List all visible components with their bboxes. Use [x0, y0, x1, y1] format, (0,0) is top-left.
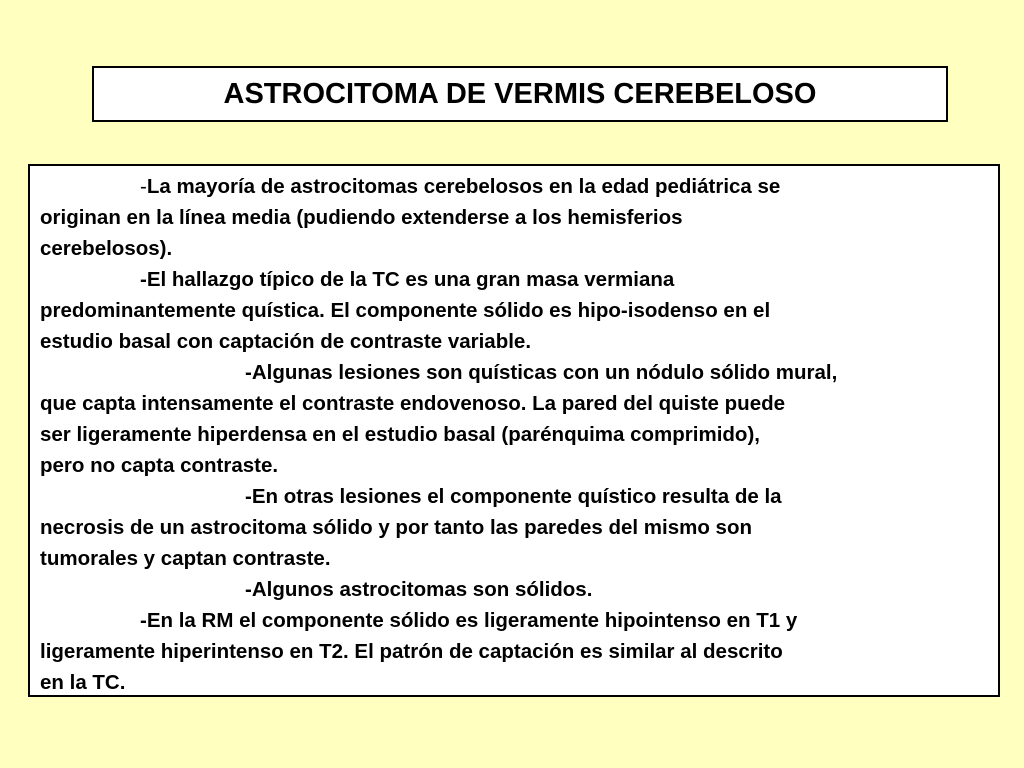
paragraph-line-8: que capta intensamente el contraste endovenoso. La pared del quiste puede — [40, 392, 786, 415]
paragraph-line-2: originan en la línea media (pudiendo extenderse a los hemisferios — [40, 206, 683, 229]
slide-title-box — [92, 66, 948, 122]
paragraph-line-12: necrosis de un astrocitoma sólido y por tanto las paredes del mismo son — [40, 516, 752, 539]
paragraph-line-16: ligeramente hiperintenso en T2. El patrón de captación es similar al descrito — [40, 640, 783, 663]
paragraph-line-5: predominantemente quística. El componente sólido es hipo-isodenso en el — [40, 299, 771, 322]
paragraph-line-7: -Algunas lesiones son quísticas con un nódulo sólido mural, — [245, 361, 838, 384]
paragraph-line-17: en la TC. — [40, 671, 126, 694]
bullet-dash: - — [140, 175, 147, 198]
paragraph-line-13: tumorales y captan contraste. — [40, 547, 331, 570]
paragraph-line-15: -En la RM el componente sólido es ligeramente hipointenso en T1 y — [140, 609, 798, 632]
paragraph-line-4: -El hallazgo típico de la TC es una gran masa vermiana — [140, 268, 675, 291]
line-text: La mayoría de astrocitomas cerebelosos en la edad pediátrica se — [146, 175, 781, 198]
paragraph-line-6: estudio basal con captación de contraste variable. — [40, 330, 532, 353]
slide-body-box — [28, 164, 1000, 697]
paragraph-line-11: -En otras lesiones el componente quístico resulta de la — [245, 485, 782, 508]
paragraph-line-14: -Algunos astrocitomas son sólidos. — [245, 578, 593, 601]
slide-title: ASTROCITOMA DE VERMIS CEREBELOSO — [223, 77, 817, 110]
paragraph-line-1 — [140, 172, 780, 202]
paragraph-line-10: pero no capta contraste. — [40, 454, 279, 477]
paragraph-line-9: ser ligeramente hiperdensa en el estudio basal (parénquima comprimido), — [40, 423, 760, 446]
paragraph-line-3: cerebelosos). — [40, 237, 173, 260]
